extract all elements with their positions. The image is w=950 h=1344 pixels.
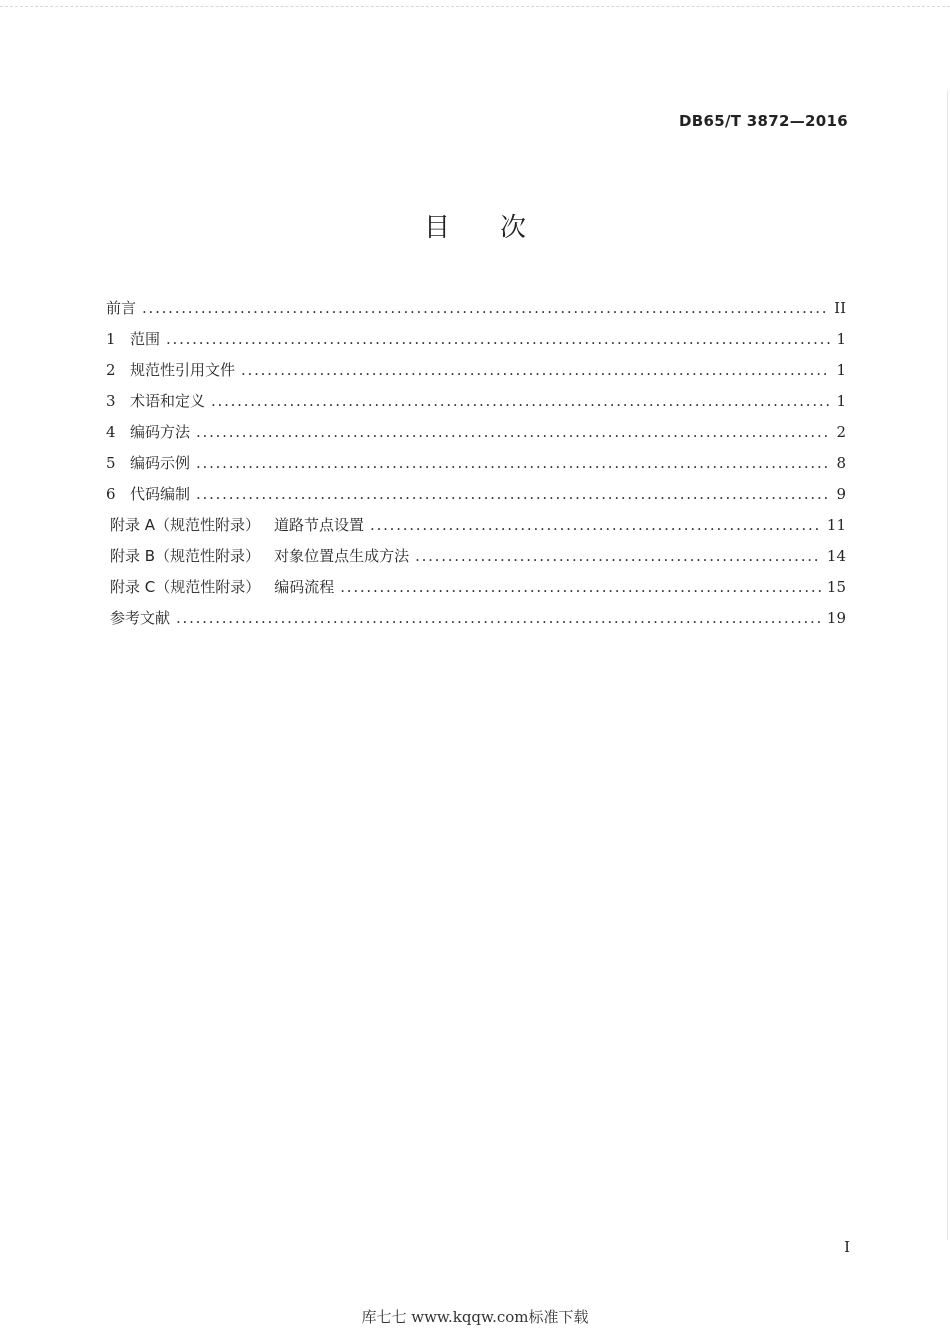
toc-label: 编码方法 xyxy=(130,423,191,441)
toc-leader xyxy=(370,516,821,534)
scan-artifact-right xyxy=(947,90,948,1240)
toc-entry-bibliography[interactable] xyxy=(106,596,846,627)
scan-artifact-top xyxy=(0,0,950,7)
toc-leader xyxy=(211,392,830,410)
toc-sublabel: 编码流程 xyxy=(274,578,335,596)
toc-label: 附录 B（规范性附录） xyxy=(110,547,261,565)
toc-leader xyxy=(196,454,830,472)
toc-page-number: 1 xyxy=(836,361,846,379)
toc-entry-scope[interactable] xyxy=(106,317,846,348)
toc-page-number: II xyxy=(834,299,846,317)
toc-page-number: 2 xyxy=(836,423,846,441)
toc-page-number: 19 xyxy=(826,609,846,627)
toc-section-number: 3 xyxy=(106,392,116,410)
toc-label: 前言 xyxy=(106,299,137,317)
toc-leader xyxy=(241,361,830,379)
toc-entry-coding-method[interactable] xyxy=(106,410,846,441)
table-of-contents xyxy=(106,286,846,627)
toc-entry-appendix-b[interactable] xyxy=(106,534,846,565)
toc-entry-appendix-c[interactable] xyxy=(106,565,846,596)
toc-leader xyxy=(196,485,830,503)
toc-sublabel: 对象位置点生成方法 xyxy=(274,547,410,565)
toc-leader xyxy=(166,330,830,348)
toc-entry-code-compilation[interactable] xyxy=(106,472,846,503)
toc-page-number: 15 xyxy=(826,578,846,596)
page-number: I xyxy=(844,1238,850,1256)
toc-entry-appendix-a[interactable] xyxy=(106,503,846,534)
toc-label: 范围 xyxy=(130,330,161,348)
toc-entry-foreword[interactable] xyxy=(106,286,846,317)
toc-label: 参考文献 xyxy=(110,609,171,627)
toc-section-number: 2 xyxy=(106,361,116,379)
toc-leader xyxy=(415,547,821,565)
toc-label: 规范性引用文件 xyxy=(130,361,236,379)
toc-label: 代码编制 xyxy=(130,485,191,503)
toc-section-number: 5 xyxy=(106,454,116,472)
page-title xyxy=(0,207,950,244)
toc-page-number: 9 xyxy=(836,485,846,503)
toc-entry-terms-definitions[interactable] xyxy=(106,379,846,410)
title-char-2: 次 xyxy=(500,213,527,243)
toc-label: 编码示例 xyxy=(130,454,191,472)
toc-entry-coding-examples[interactable] xyxy=(106,441,846,472)
watermark-text: 库七七 www.kqqw.com标准下载 xyxy=(361,1308,589,1326)
toc-leader xyxy=(176,609,821,627)
toc-section-number: 6 xyxy=(106,485,116,503)
toc-section-number: 4 xyxy=(106,423,116,441)
toc-label: 附录 A（规范性附录） xyxy=(110,516,261,534)
toc-label: 术语和定义 xyxy=(130,392,206,410)
toc-page-number: 11 xyxy=(826,516,846,534)
toc-sublabel: 道路节点设置 xyxy=(274,516,365,534)
toc-page-number: 1 xyxy=(836,392,846,410)
toc-label: 附录 C（规范性附录） xyxy=(110,578,261,596)
toc-leader xyxy=(142,299,828,317)
toc-leader xyxy=(196,423,830,441)
toc-section-number: 1 xyxy=(106,330,116,348)
toc-page-number: 14 xyxy=(826,547,846,565)
toc-entry-normative-references[interactable] xyxy=(106,348,846,379)
document-code: DB65/T 3872—2016 xyxy=(679,112,848,130)
toc-leader xyxy=(340,578,821,596)
toc-page-number: 8 xyxy=(836,454,846,472)
title-char-1: 目 xyxy=(423,213,450,243)
toc-page-number: 1 xyxy=(836,330,846,348)
